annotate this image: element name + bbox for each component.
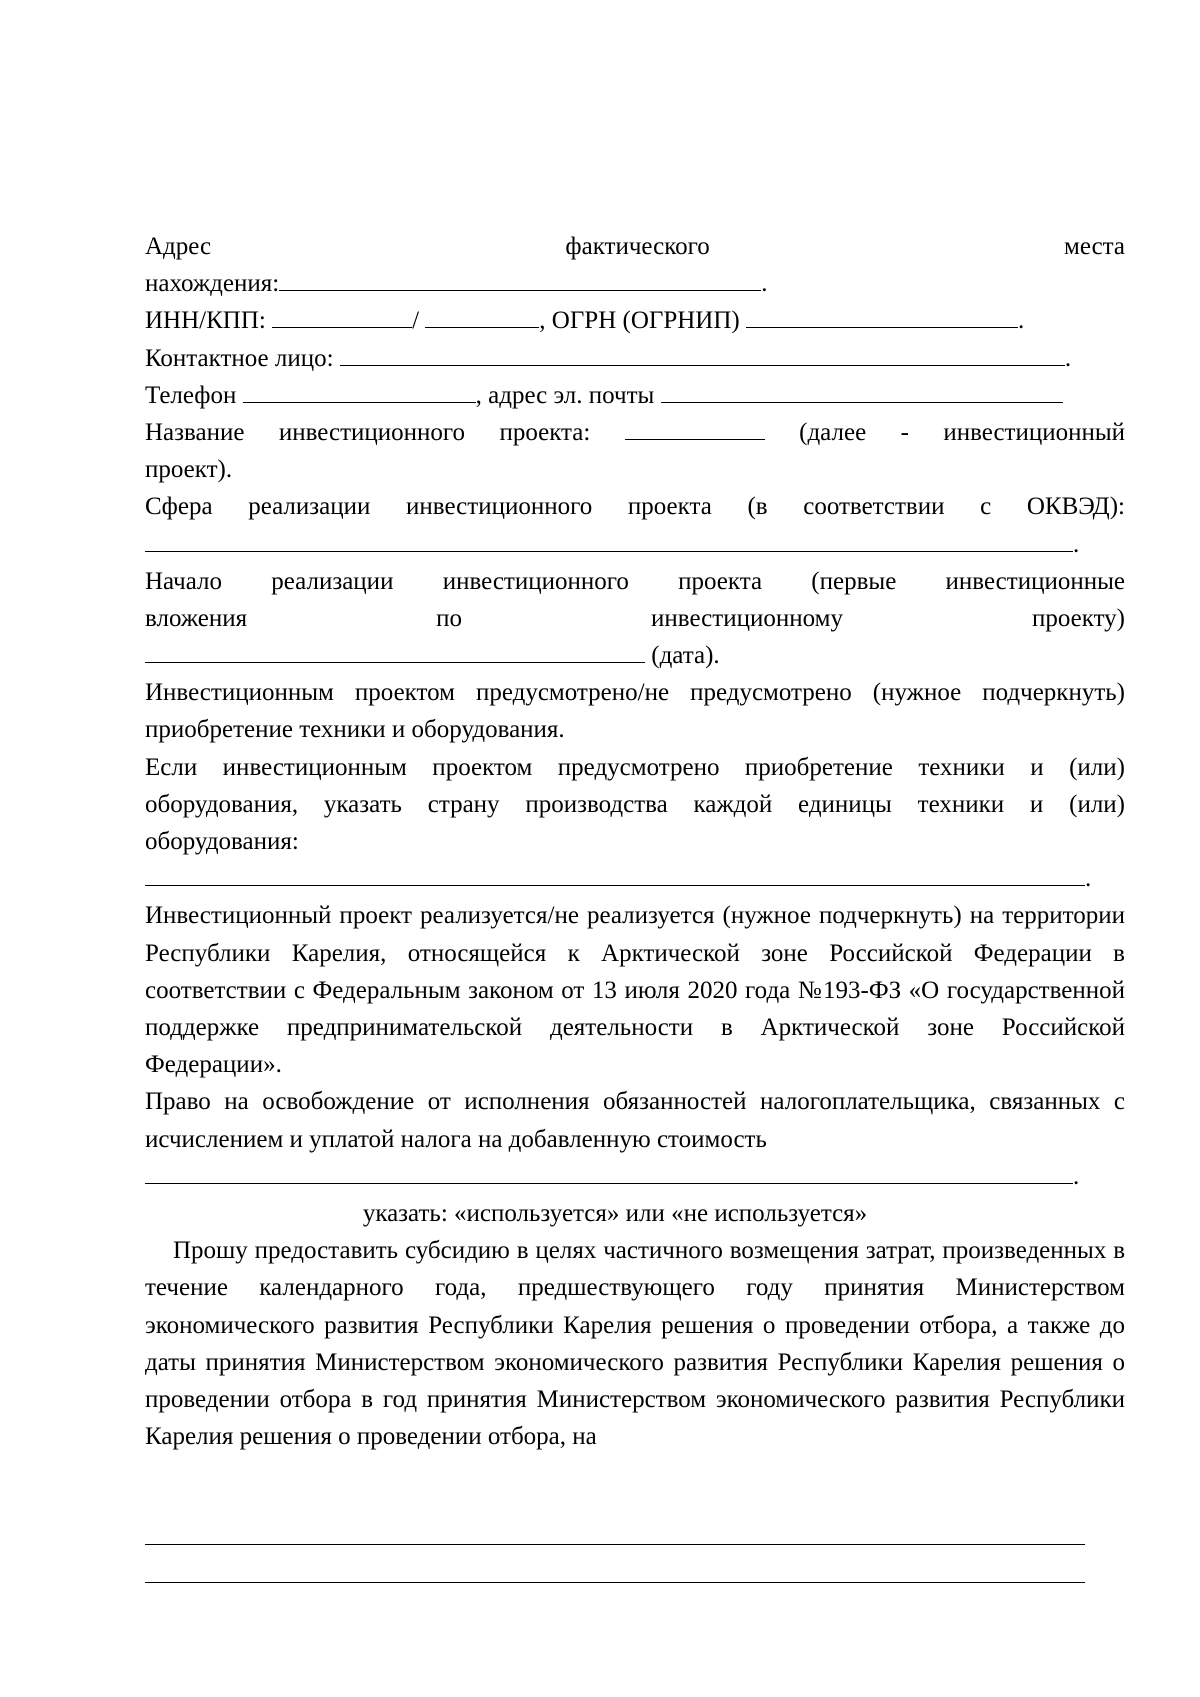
- address-line: [145, 228, 1125, 265]
- signature-rule-1[interactable]: [145, 1544, 1085, 1545]
- project-name-dash: -: [900, 418, 909, 446]
- start-label: Начало реализации инвестиционного проекта (первые инвестиционные: [145, 567, 1125, 595]
- start-word-2: по: [436, 604, 463, 632]
- sphere-blank-line: [145, 526, 1125, 563]
- vat-blank[interactable]: [145, 1159, 1073, 1184]
- address-word-3: места: [1064, 233, 1125, 260]
- sphere-blank[interactable]: [145, 527, 1073, 552]
- kpp-blank[interactable]: [425, 303, 539, 328]
- inn-line: [145, 302, 1125, 339]
- sphere-label: Сфера реализации инвестиционного проекта (в соответствии с ОКВЭД):: [145, 493, 1125, 521]
- address-word-2: фактического: [565, 233, 710, 260]
- contact-label: Контактное лицо:: [145, 344, 334, 372]
- address-word-1: Адрес: [145, 233, 212, 260]
- vat-paragraph: Право на освобождение от исполнения обязанностей налогоплательщика, связанных с исчислением и уплатой налога на добавленную стоимость: [145, 1088, 1125, 1153]
- start-date-blank[interactable]: [145, 638, 645, 663]
- equipment-paragraph: Инвестиционным проектом предусмотрено/не предусмотрено (нужное подчеркнуть) приобретение техники и оборудования.: [145, 679, 1125, 744]
- start-line-1: [145, 563, 1125, 600]
- ogrn-label: , ОГРН (ОГРНИП): [539, 307, 740, 335]
- project-name-word-6: инвестиционный: [943, 418, 1126, 446]
- start-date-label: (дата).: [651, 642, 720, 670]
- inn-period: .: [1018, 307, 1025, 335]
- project-name-line: [145, 414, 1125, 451]
- arctic-paragraph: Инвестиционный проект реализуется/не реализуется (нужное подчеркнуть) на территории Республики Карелия, относящейся к Арктической зоне Российской Федерации в соответствии с Федеральным законом от 13 июля 2020 года №193-ФЗ «О государственной поддержке предпринимательской деятельности в Арктической зоне Российской Федерации».: [145, 902, 1125, 1079]
- country-blank[interactable]: [145, 861, 1085, 886]
- country-paragraph: Если инвестиционным проектом предусмотрено приобретение техники и (или) оборудования, указать страну производства каждой единицы техники и (или) оборудования:: [145, 753, 1125, 856]
- project-name-word-1: Название: [145, 418, 245, 446]
- start-word-1: вложения: [145, 604, 248, 632]
- project-name-word-2: инвестиционного: [278, 418, 466, 446]
- phone-blank[interactable]: [243, 378, 476, 403]
- contact-blank[interactable]: [340, 341, 1065, 366]
- application-form: [145, 228, 1125, 1455]
- request-paragraph: Прошу предоставить субсидию в целях частичного возмещения затрат, произведенных в течение календарного года, предшествующего году принятия Министерством экономического развития Республики Карелия решения о проведении отбора, а также до даты принятия Министерством экономического развития Республики Карелия решения о проведении отбора в год принятия Министерством экономического развития Республики Карелия решения о проведении отбора, на: [145, 1237, 1125, 1451]
- project-name-word-4: (далее: [799, 418, 867, 446]
- country-blank-line: [145, 860, 1125, 897]
- project-name-word-3: проекта:: [499, 418, 591, 446]
- inn-slash: /: [412, 307, 420, 335]
- start-line-2: [145, 600, 1125, 637]
- project-name-blank[interactable]: [625, 415, 765, 440]
- vat-hint: указать: «используется» или «не используется»: [362, 1200, 868, 1228]
- sphere-line: [145, 488, 1125, 525]
- address-period: .: [761, 270, 768, 298]
- country-period: .: [1085, 865, 1092, 893]
- inn-label: ИНН/КПП:: [145, 307, 266, 335]
- contact-line: [145, 340, 1125, 377]
- phone-line: [145, 377, 1125, 414]
- vat-blank-line: [145, 1158, 1125, 1195]
- project-name-continued: проект).: [145, 456, 233, 484]
- phone-label: Телефон: [145, 381, 237, 409]
- address-line-2: [145, 265, 1125, 302]
- project-name-line-2: [145, 451, 1125, 488]
- address-location-label: нахождения:: [145, 270, 280, 298]
- start-word-4: проекту): [1031, 604, 1125, 632]
- start-word-3: инвестиционному: [651, 604, 843, 632]
- ogrn-blank[interactable]: [746, 303, 1018, 328]
- vat-period: .: [1073, 1162, 1080, 1190]
- signature-rule-2[interactable]: [145, 1582, 1085, 1583]
- email-label: , адрес эл. почты: [475, 381, 655, 409]
- sphere-period: .: [1073, 530, 1080, 558]
- address-blank[interactable]: [279, 266, 761, 291]
- inn-blank[interactable]: [272, 303, 412, 328]
- contact-period: .: [1064, 344, 1072, 372]
- email-blank[interactable]: [661, 378, 1063, 403]
- start-date-line: [145, 637, 1125, 674]
